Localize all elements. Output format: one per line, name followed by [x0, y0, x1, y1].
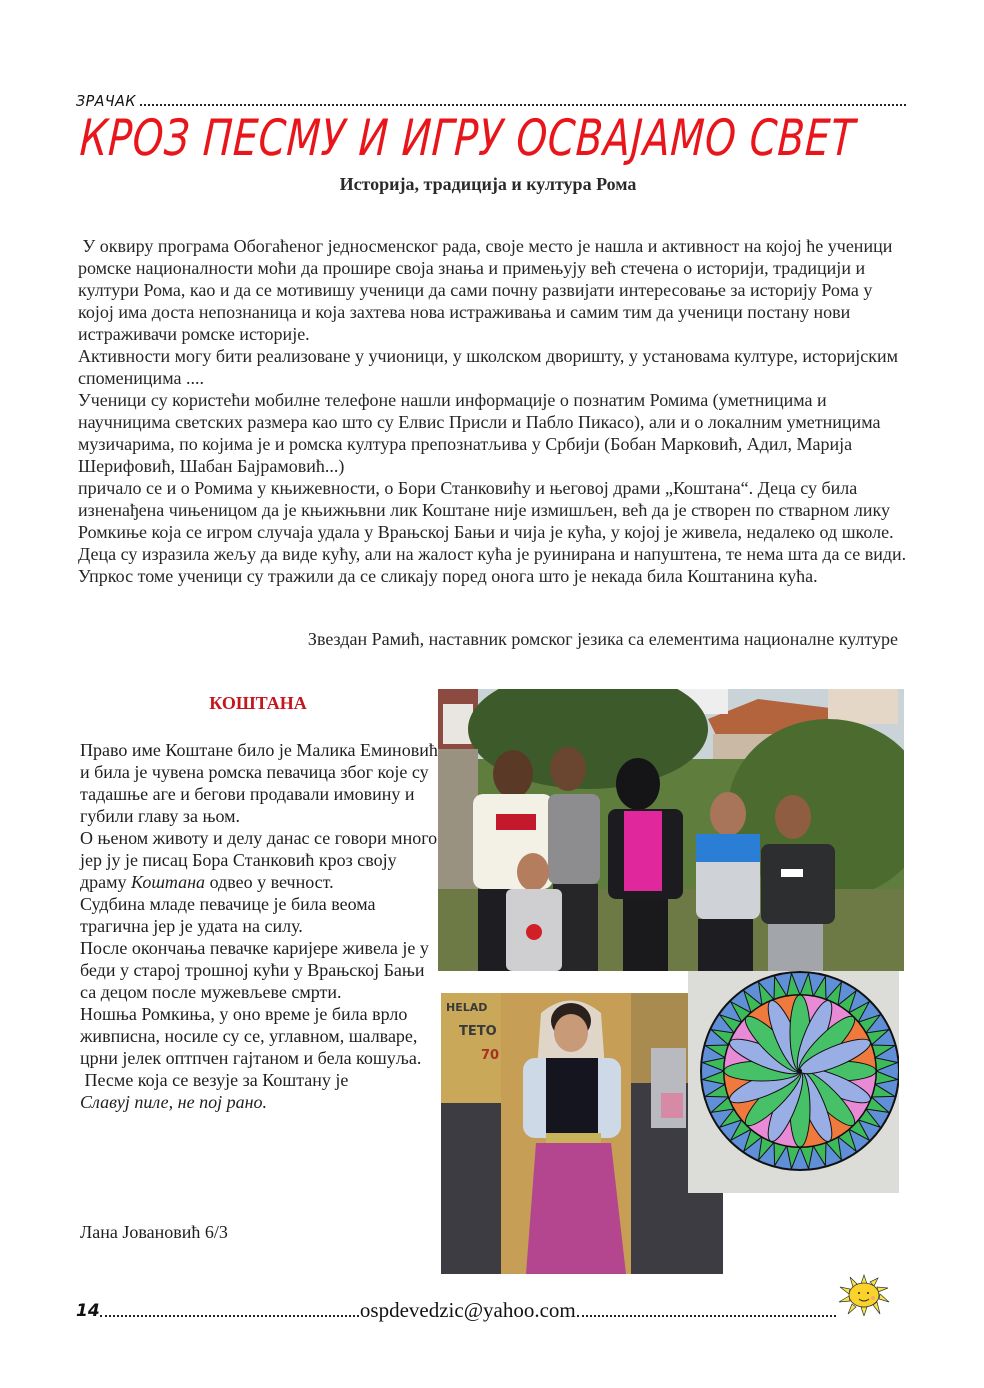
page-title: КРОЗ ПЕСМУ И ИГРУ ОСВАЈАМО СВЕТ: [78, 109, 857, 167]
article-paragraph: Ученици су користећи мобилне телефоне нашли информације о познатим Ромима (уметницима и научницима светских размера као што су Елвис Присли и Пабло Пикасо), али и о локалним уметницима музичарима, по којима је и ромска култура препознатљива у Србији (Бобан Марковић, Адил, Марија Шерифовић, Шабан Бајрамовић...): [78, 390, 881, 476]
koshtana-paragraph: Право име Коштане било је Малика Еминовић и била је чувена ромска певачица због које су тадашње аге и бегови продавали имовину и губили главу за њом.: [80, 740, 438, 826]
group-photo: [438, 689, 904, 971]
section-label: [76, 86, 906, 110]
koshtana-paragraph: После окончања певачке каријере живела је у беди у старој трошној кући у Врањској Бањи са децом после мужевљеве смрти.: [80, 938, 429, 1002]
page-footer: [76, 1293, 836, 1321]
student-signature: Лана Јовановић 6/3: [80, 1222, 228, 1242]
article-author: Звездан Рамић, наставник ромског језика са елементима националне културе: [307, 629, 898, 649]
page-number: 14: [76, 1301, 100, 1321]
text-span: О њеном животу и делу данас се говори много јер ју је писац Бора Станковић кроз своју драму: [80, 828, 438, 892]
koshtana-text: [80, 739, 440, 1113]
section-label-text: ЗРАЧАК: [76, 92, 136, 110]
costume-photo: [441, 993, 723, 1274]
mandala-drawing: [688, 971, 899, 1193]
koshtana-paragraph: [80, 827, 440, 893]
song-title: [80, 1091, 440, 1113]
svg-text:70: 70: [481, 1048, 500, 1063]
koshtana-paragraph: Судбина младе певачице је била веома трагична јер је удата на силу.: [80, 894, 376, 936]
koshtana-paragraph: Песме која се везује за Коштану је: [80, 1070, 349, 1090]
svg-text:HELAD: HELAD: [446, 1001, 488, 1014]
svg-text:TETO: TETO: [459, 1024, 497, 1039]
koshtana-paragraph: Ношња Ромкиња, у оно време је била врло живписна, носиле су се, углавном, шалваре, црни јелек оптпчен гајтаном и бела кошуља.: [80, 1004, 422, 1068]
article-paragraph: причало се и о Ромима у књижевности, о Бори Станковићу и његовој драми „Коштана“. Деца су била изненађена чињеницом да је књижњвни лик Коштане није измишљен, већ да је створен по стварном лику Ромкиње која се игром случаја удала у Врањској Бањи и чија је кућа, у којој је живела, недалеко од школе. Деца су изразила жељу да виде кућу, али на жалост кућа је руинирана и напуштена, те нема шта да се види.: [78, 478, 907, 564]
group-photo-illustration: [438, 689, 904, 971]
costume-photo-illustration: [441, 993, 723, 1274]
article-paragraph: У оквиру програма Обогаћеног једносменског рада, своје место је нашла и активност на којој ће ученици ромске националности моћи да прошире своја знања и примењују већ стечена о историји, традицији и култури Рома, као и да се мотивишу ученици да сами почну развијати интересовање за историју Рома у којој има доста непознаница и која захтева нова истраживања и самим тим да ученици постану нови истраживачи ромске историје.: [78, 236, 897, 344]
drama-title: Коштана: [131, 872, 206, 892]
dotted-leader: [140, 104, 906, 106]
article-paragraph: Активности могу бити реализоване у учионици, у школском дворишту, у установама културе, историјским споменицима ....: [78, 346, 899, 388]
article-subtitle: Историја, традиција и култура Рома: [339, 174, 637, 194]
article-body: [78, 235, 908, 587]
koshtana-heading: КОШТАНА: [209, 693, 307, 713]
article-paragraph: Упркос томе ученици су тражили да се сликају поред онога што је некада била Коштанина кућа.: [78, 566, 818, 586]
dotted-leader: [100, 1315, 359, 1317]
text-span: одвео у вечност.: [205, 872, 334, 892]
dotted-leader: [577, 1315, 836, 1317]
sun-icon: [838, 1274, 890, 1316]
mandala-illustration: [688, 971, 899, 1193]
song-title-text: Славуј пиле, не пој рано.: [80, 1092, 268, 1112]
footer-email: ospdevedzic@yahoo.com: [359, 1298, 576, 1322]
